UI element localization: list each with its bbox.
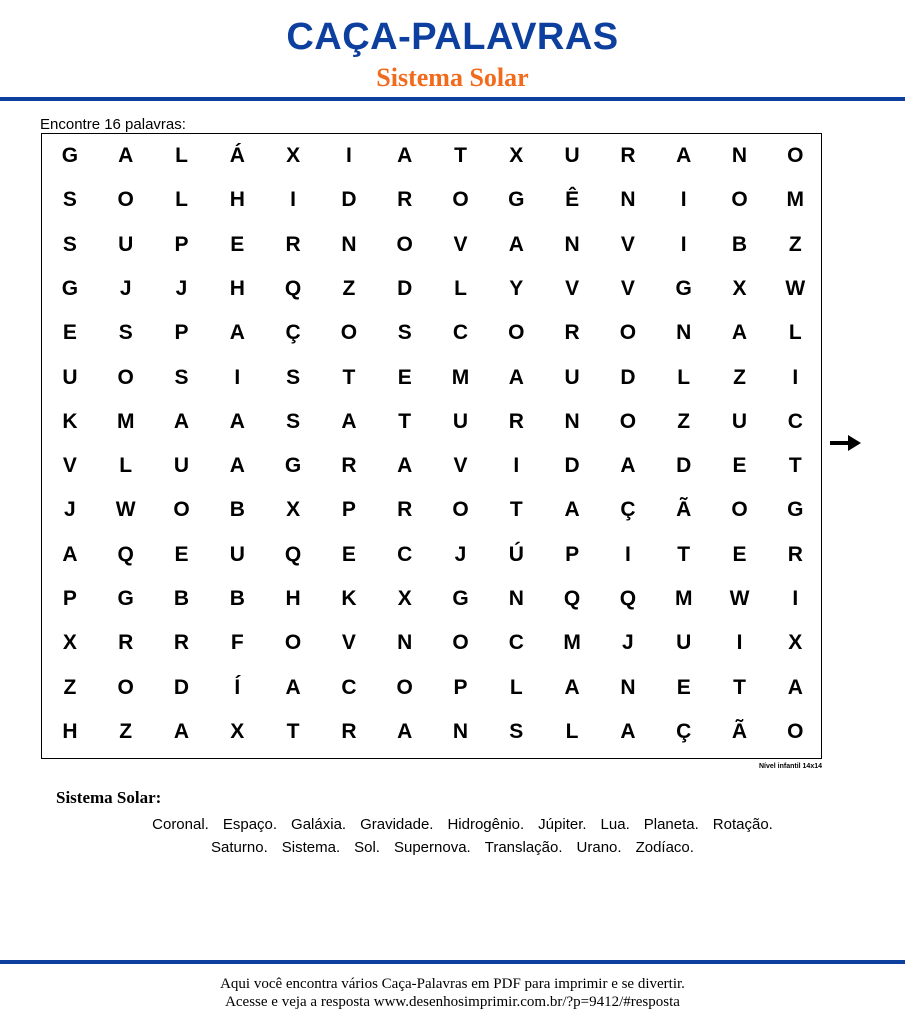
grid-letter: C	[341, 675, 357, 699]
level-label: Nível infantil 14x14	[758, 763, 822, 770]
grid-letter: N	[620, 675, 636, 699]
grid-letter: A	[229, 409, 245, 433]
grid-letter: P	[174, 321, 189, 345]
grid-letter: N	[452, 719, 469, 743]
grid-letter: O	[173, 498, 190, 522]
grid-letter: C	[397, 542, 413, 566]
grid-letter: G	[675, 276, 692, 300]
grid-letter: A	[62, 542, 78, 566]
word-list-item: Júpiter.	[538, 816, 587, 833]
grid-letter: V	[565, 276, 580, 300]
grid-letter: Q	[284, 276, 302, 300]
grid-letter: C	[508, 631, 524, 655]
grid-letter: A	[397, 144, 413, 167]
grid-letter: N	[341, 232, 357, 256]
grid-letter: Ç	[676, 719, 692, 743]
grid-letter: O	[340, 321, 358, 345]
page-subtitle: Sistema Solar	[376, 63, 529, 92]
grid-letter: T	[286, 719, 300, 743]
grid-letter: R	[620, 144, 636, 167]
grid-letter: L	[788, 321, 802, 345]
grid-letter: M	[786, 188, 805, 212]
word-list-item: Galáxia.	[291, 816, 347, 833]
grid-letter: X	[62, 631, 77, 655]
word-list-item: Rotação.	[712, 816, 773, 833]
grid-letter: R	[397, 498, 413, 522]
grid-letter: V	[341, 631, 356, 655]
word-list-item: Sistema.	[281, 839, 341, 856]
grid-letter: X	[732, 276, 747, 300]
grid-letter: F	[230, 631, 244, 655]
grid-row	[42, 267, 821, 311]
grid-letter: G	[61, 276, 79, 300]
grid-letter: O	[117, 675, 134, 699]
grid-letter: H	[285, 587, 301, 610]
grid-letter: U	[564, 365, 580, 389]
grid-letter: T	[788, 454, 802, 478]
grid-letter: T	[342, 365, 356, 389]
grid-letter: T	[454, 144, 467, 167]
word-list-item: Sol.	[354, 839, 380, 856]
grid-row	[42, 533, 821, 577]
grid-letter: G	[508, 188, 525, 212]
grid-letter: Á	[229, 144, 245, 167]
grid-letter: U	[229, 542, 245, 566]
grid-letter: D	[341, 188, 357, 212]
grid-letter: L	[175, 144, 188, 167]
grid-row	[42, 134, 821, 178]
grid-letter: E	[341, 542, 356, 566]
word-list-title: Sistema Solar:	[56, 788, 162, 807]
grid-letter: Ê	[565, 188, 580, 212]
word-list-item: Hidrogênio.	[447, 816, 525, 833]
grid-letter: A	[341, 409, 357, 433]
grid-letter: Q	[619, 587, 637, 610]
grid-letter: L	[454, 276, 467, 300]
page-title: CAÇA-PALAVRAS	[286, 16, 619, 58]
grid-letter: H	[62, 719, 78, 743]
grid-letter: O	[284, 631, 302, 655]
grid-letter: A	[397, 719, 413, 743]
grid-letter: A	[118, 144, 134, 167]
grid-letter: G	[787, 498, 804, 522]
grid-letter: E	[732, 542, 747, 566]
grid-letter: A	[508, 232, 524, 256]
grid-letter: R	[564, 321, 580, 345]
grid-letter: A	[620, 454, 636, 478]
grid-letter: Ã	[676, 498, 692, 522]
footer-divider	[0, 960, 905, 964]
header-divider	[0, 97, 905, 101]
grid-letter: T	[509, 498, 523, 522]
grid-letter: V	[453, 232, 468, 256]
grid-letter: W	[729, 587, 750, 610]
grid-letter: O	[117, 188, 134, 212]
grid-letter: I	[736, 631, 743, 655]
grid-letter: A	[564, 675, 580, 699]
grid-letter: L	[175, 188, 188, 212]
grid-letter: S	[509, 719, 524, 743]
instruction-text: Encontre 16 palavras:	[40, 116, 186, 133]
grid-letter: B	[731, 232, 748, 256]
grid-letter: V	[453, 454, 468, 478]
grid-row	[42, 400, 821, 444]
footer-link-text: Acesse e veja a resposta www.desenhosimprimir.com.br/?p=9412/#resposta	[225, 994, 680, 1010]
grid-letter: U	[452, 409, 469, 433]
grid-letter: I	[792, 365, 799, 389]
grid-letter: A	[508, 365, 524, 389]
grid-letter: N	[676, 321, 692, 345]
grid-row	[42, 666, 821, 710]
grid-letter: V	[620, 232, 635, 256]
grid-letter: Z	[63, 675, 77, 699]
grid-letter: I	[345, 144, 352, 167]
grid-letter: P	[453, 675, 468, 699]
grid-letter: G	[117, 587, 134, 610]
grid-letter: A	[397, 454, 413, 478]
grid-letter: U	[118, 232, 134, 256]
grid-letter: S	[397, 321, 412, 345]
grid-letter: K	[62, 409, 78, 433]
grid-letter: R	[173, 631, 190, 655]
grid-row	[42, 710, 821, 754]
grid-letter: N	[397, 631, 413, 655]
grid-letter: W	[785, 276, 806, 300]
word-list-item: Zodíaco.	[635, 839, 694, 856]
arrow-right-icon	[830, 434, 862, 452]
grid-letter: G	[61, 144, 79, 167]
grid-letter: A	[173, 409, 190, 433]
grid-letter: J	[175, 276, 188, 300]
grid-letter: A	[676, 144, 692, 167]
grid-letter: R	[341, 719, 357, 743]
grid-letter: E	[62, 321, 77, 345]
grid-letter: X	[286, 498, 301, 522]
grid-letter: Í	[234, 675, 241, 699]
grid-letter: X	[788, 631, 803, 655]
grid-row	[42, 488, 821, 532]
grid-letter: L	[509, 675, 523, 699]
grid-letter: O	[396, 232, 413, 256]
word-list-line-1	[10, 816, 905, 833]
grid-letter: Z	[342, 276, 356, 300]
grid-row	[42, 577, 821, 621]
grid-row	[42, 311, 821, 355]
grid-letter: V	[620, 276, 635, 300]
word-list-item: Gravidade.	[360, 816, 434, 833]
grid-letter: U	[62, 365, 78, 389]
grid-letter: S	[286, 409, 301, 433]
word-list-item: Supernova.	[393, 839, 471, 856]
grid-row	[42, 356, 821, 400]
grid-letter: L	[565, 719, 579, 743]
grid-letter: O	[452, 631, 469, 655]
grid-letter: P	[565, 542, 580, 566]
grid-row	[42, 178, 821, 222]
grid-letter: C	[787, 409, 803, 433]
word-list-item: Planeta.	[643, 816, 699, 833]
grid-letter: P	[174, 232, 189, 256]
grid-row	[42, 223, 821, 267]
grid-letter: T	[398, 409, 412, 433]
grid-letter: A	[229, 454, 245, 478]
grid-letter: O	[731, 498, 748, 522]
grid-letter: E	[732, 454, 747, 478]
grid-letter: O	[117, 365, 134, 389]
grid-letter: A	[229, 321, 245, 345]
word-list-item: Coronal.	[152, 816, 209, 833]
grid-letter: N	[731, 144, 748, 167]
grid-letter: A	[620, 719, 636, 743]
grid-letter: I	[680, 232, 687, 256]
grid-letter: A	[787, 675, 803, 699]
footer-text: Aqui você encontra vários Caça-Palavras em PDF para imprimir e se divertir.	[220, 976, 685, 992]
grid-letter: M	[116, 409, 135, 433]
grid-letter: P	[341, 498, 356, 522]
grid-letter: M	[563, 631, 581, 655]
grid-letter: O	[619, 409, 637, 433]
grid-letter: I	[680, 188, 687, 212]
grid-letter: U	[173, 454, 190, 478]
grid-letter: E	[174, 542, 189, 566]
grid-letter: Y	[509, 276, 524, 300]
grid-letter: Ã	[731, 719, 748, 743]
word-list-item: Lua.	[600, 816, 630, 833]
grid-letter: A	[564, 498, 580, 522]
grid-letter: B	[229, 498, 245, 522]
grid-letter: J	[454, 542, 467, 566]
grid-letter: N	[564, 409, 580, 433]
grid-letter: J	[119, 276, 132, 300]
grid-letter: S	[286, 365, 301, 389]
grid-letter: I	[290, 188, 296, 212]
grid-letter: D	[676, 454, 692, 478]
grid-letter: H	[229, 276, 245, 300]
word-list-line-2	[0, 839, 905, 856]
grid-letter: R	[787, 542, 803, 566]
grid-letter: Z	[119, 719, 133, 743]
grid-letter: R	[341, 454, 357, 478]
grid-letter: O	[731, 188, 748, 212]
grid-letter: X	[286, 144, 301, 167]
grid-letter: J	[622, 631, 634, 655]
grid-letter: O	[787, 719, 804, 743]
grid-row	[42, 621, 821, 665]
grid-letter: M	[674, 587, 693, 610]
grid-letter: Q	[284, 542, 302, 566]
grid-letter: A	[285, 675, 301, 699]
grid-letter: A	[173, 719, 190, 743]
grid-letter: L	[119, 454, 133, 478]
grid-letter: Ç	[620, 498, 636, 522]
grid-letter: H	[229, 188, 245, 212]
grid-letter: E	[397, 365, 412, 389]
grid-letter: Z	[677, 409, 691, 433]
grid-letter: T	[677, 542, 691, 566]
grid-letter: S	[62, 188, 77, 212]
grid-letter: R	[285, 232, 301, 256]
grid-letter: A	[731, 321, 748, 345]
grid-letter: X	[397, 587, 412, 610]
grid-letter: O	[508, 321, 525, 345]
grid-letter: R	[397, 188, 413, 212]
grid-letter: E	[230, 232, 245, 256]
grid-letter: L	[677, 365, 691, 389]
grid-letter: D	[173, 675, 190, 699]
grid-letter: M	[451, 365, 470, 389]
grid-letter: U	[731, 409, 748, 433]
grid-letter: I	[234, 365, 241, 389]
grid-letter: X	[509, 144, 524, 167]
grid-letter: U	[676, 631, 692, 655]
grid-letter: S	[174, 365, 189, 389]
grid-letter: T	[733, 675, 746, 699]
grid-letter: O	[619, 321, 637, 345]
grid-letter: Ú	[508, 542, 524, 566]
grid-letter: D	[397, 276, 413, 300]
grid-letter: C	[452, 321, 469, 345]
grid-letter: X	[230, 719, 245, 743]
grid-letter: U	[564, 144, 580, 167]
grid-letter: R	[508, 409, 524, 433]
grid-letter: V	[62, 454, 77, 478]
grid-letter: K	[341, 587, 357, 610]
grid-letter: W	[115, 498, 136, 522]
grid-letter: N	[508, 587, 524, 610]
grid-letter: O	[787, 144, 804, 167]
grid-letter: I	[792, 587, 799, 610]
grid-letter: O	[396, 675, 413, 699]
grid-letter: N	[564, 232, 580, 256]
grid-letter: D	[564, 454, 580, 478]
word-list-item: Saturno.	[211, 839, 268, 856]
grid-letter: Ç	[285, 321, 301, 345]
grid-letter: Q	[563, 587, 581, 610]
grid-letter: O	[452, 188, 469, 212]
grid-letter: P	[62, 587, 77, 610]
grid-letter: B	[229, 587, 245, 610]
grid-letter: I	[513, 454, 520, 478]
word-list-item: Urano.	[576, 839, 622, 856]
grid-letter: S	[118, 321, 133, 345]
grid-letter: Z	[788, 232, 802, 256]
grid-letter: G	[452, 587, 469, 610]
grid-letter: R	[118, 631, 134, 655]
grid-letter: I	[624, 542, 631, 566]
grid-letter: S	[62, 232, 77, 256]
grid-letter: D	[620, 365, 636, 389]
grid-letter: N	[620, 188, 636, 212]
grid-letter: J	[64, 498, 76, 522]
grid-letter: Q	[117, 542, 134, 566]
word-list-item: Translação.	[484, 839, 563, 856]
grid-letter: Z	[733, 365, 746, 389]
grid-row	[42, 444, 821, 488]
grid-letter: G	[284, 454, 302, 478]
word-list-item: Espaço.	[222, 816, 278, 833]
grid-letter: B	[173, 587, 190, 610]
grid-letter: O	[452, 498, 469, 522]
word-search-grid	[41, 133, 822, 759]
grid-letter: E	[676, 675, 691, 699]
